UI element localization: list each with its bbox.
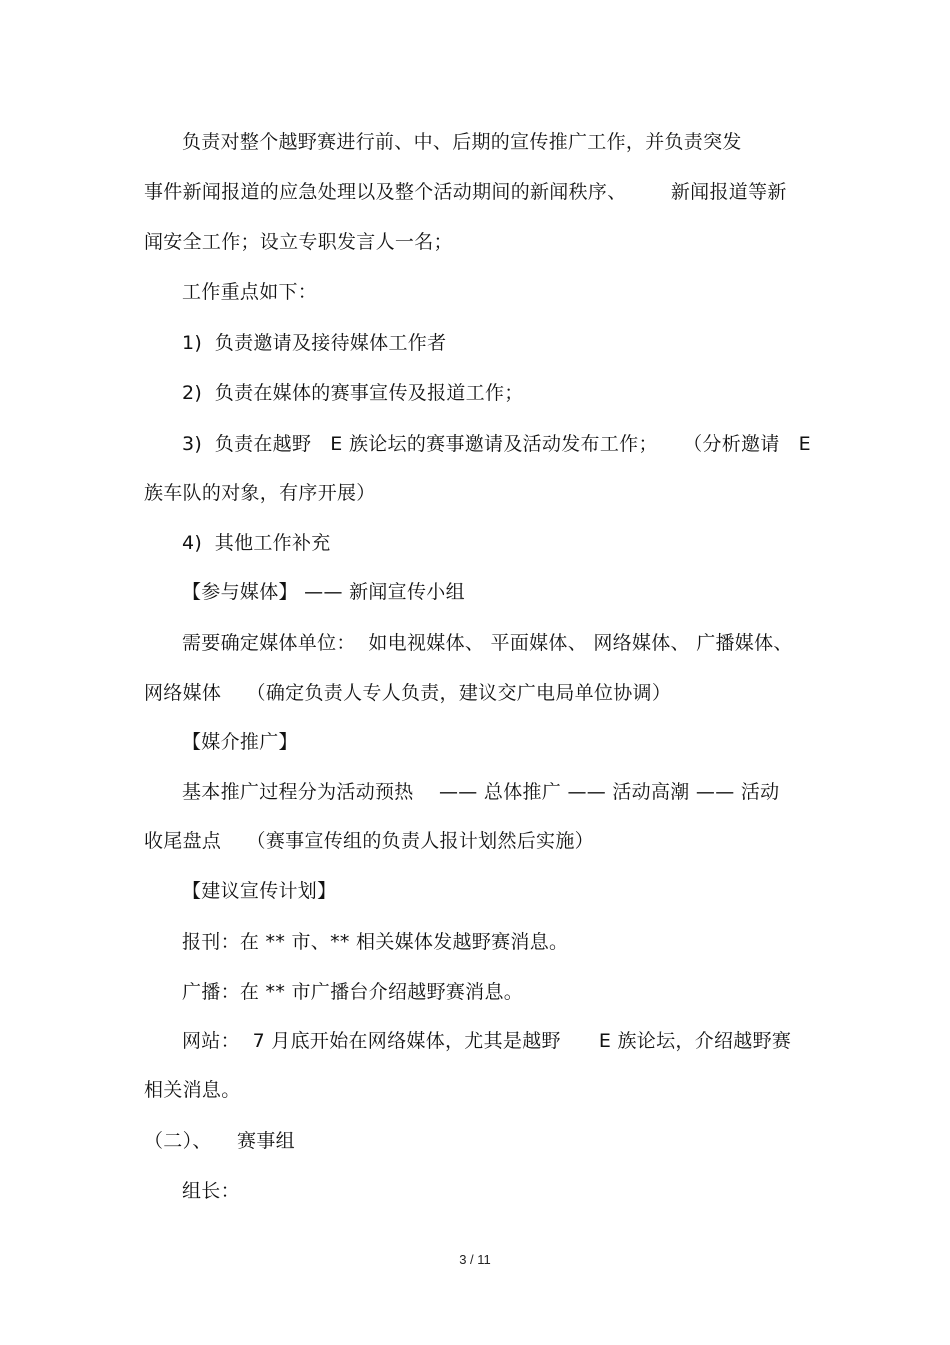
paragraph-line: 工作重点如下：	[182, 281, 318, 303]
section-heading: （二）、 赛事组	[144, 1130, 295, 1152]
list-item: 2) 负责在媒体的赛事宣传及报道工作；	[182, 382, 524, 404]
paragraph-line: 事件新闻报道的应急处理以及整个活动期间的新闻秩序、 新闻报道等新	[144, 181, 787, 203]
paragraph-line: 组长：	[182, 1180, 240, 1202]
list-item: 4) 其他工作补充	[182, 532, 331, 554]
paragraph-line: 报刊：在 ** 市、** 相关媒体发越野赛消息。	[182, 931, 569, 953]
paragraph-line: 网站： 7 月底开始在网络媒体，尤其是越野 E 族论坛，介绍越野赛	[182, 1030, 792, 1052]
section-heading: 【建议宣传计划】	[182, 880, 337, 902]
paragraph-line: 相关消息。	[144, 1079, 241, 1101]
list-item: 1) 负责邀请及接待媒体工作者	[182, 332, 447, 354]
paragraph-line: 负责对整个越野赛进行前、中、后期的宣传推广工作，并负责突发	[182, 131, 742, 153]
paragraph-line: 网络媒体 （确定负责人专人负责，建议交广电局单位协调）	[144, 682, 672, 704]
page-number: 3 / 11	[459, 1252, 491, 1267]
paragraph-line: 广播：在 ** 市广播台介绍越野赛消息。	[182, 981, 524, 1003]
paragraph-line: 需要确定媒体单位： 如电视媒体、 平面媒体、 网络媒体、 广播媒体、	[182, 632, 793, 654]
paragraph-line: 收尾盘点 （赛事宣传组的负责人报计划然后实施）	[144, 830, 594, 852]
section-heading: 【参与媒体】 —— 新闻宣传小组	[182, 581, 465, 603]
paragraph-line: 族车队的对象，有序开展）	[144, 482, 376, 504]
paragraph-line: 闻安全工作；设立专职发言人一名；	[144, 231, 453, 253]
section-heading: 【媒介推广】	[182, 731, 298, 753]
list-item: 3) 负责在越野 E 族论坛的赛事邀请及活动发布工作； （分析邀请 E	[182, 433, 811, 455]
paragraph-line: 基本推广过程分为活动预热 —— 总体推广 —— 活动高潮 —— 活动	[182, 781, 780, 803]
